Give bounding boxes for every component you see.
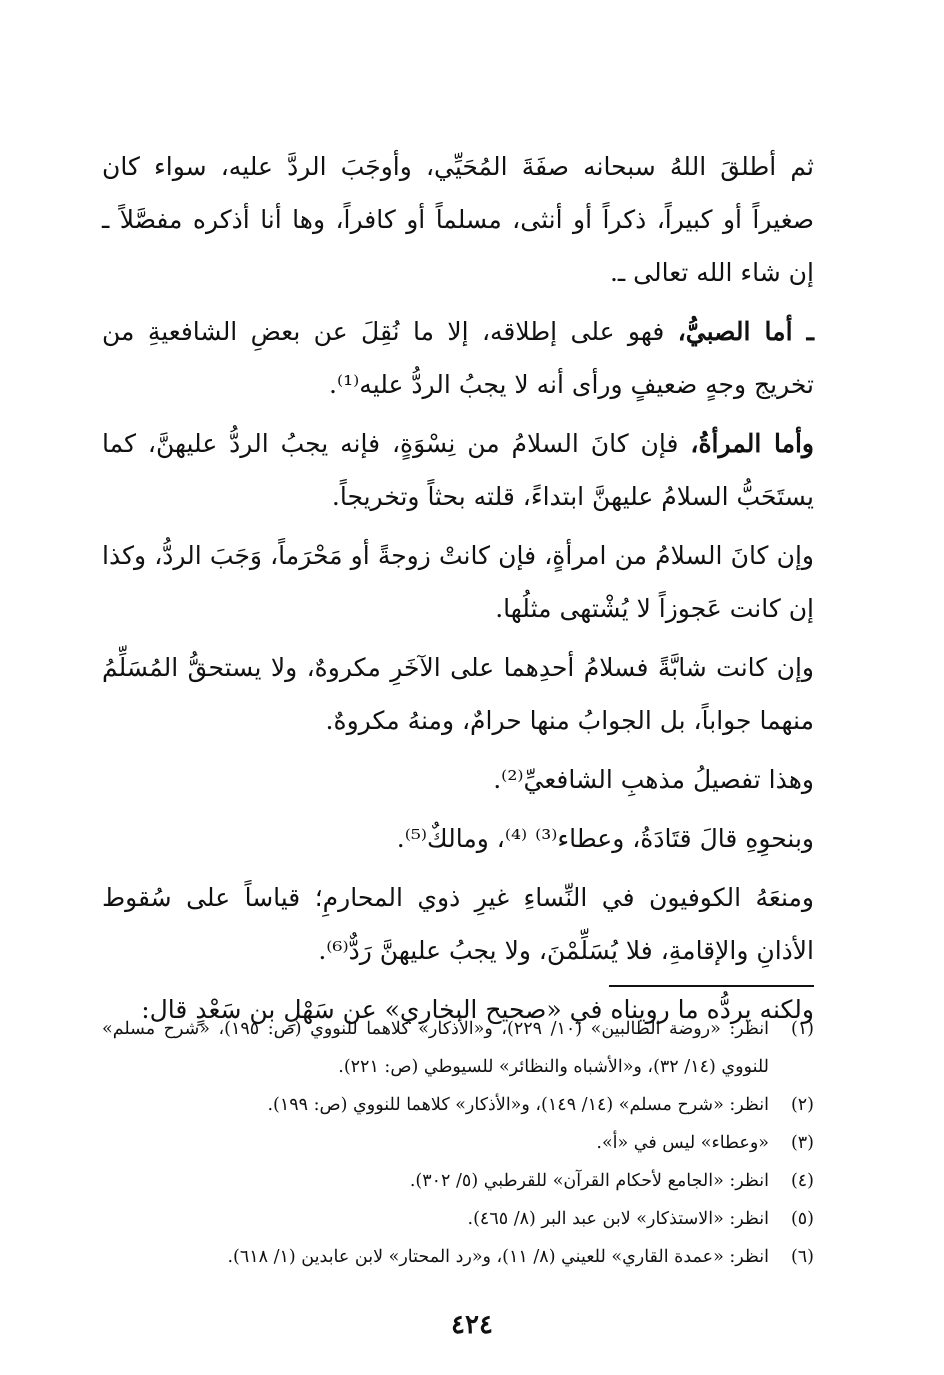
paragraph-5: وإن كانت شابَّةً فسلامُ أحدِهما على الآخَرِ مكروهٌ، ولا يستحقُّ المُسَلِّمُ منهما جواباً، بل الجوابُ منها حرامٌ، ومنهُ مكروهٌ.: [102, 653, 814, 735]
paragraph-2: [102, 305, 814, 411]
footnote-number: (١): [790, 1019, 814, 1039]
footnote-item: [102, 1010, 814, 1086]
footnote-item: [102, 1200, 814, 1238]
paragraph-3-lead: وأما المرأةُ،: [690, 429, 814, 458]
footnote-number: (٢): [790, 1095, 814, 1115]
page-number: ٤٢٤: [451, 1310, 493, 1340]
footnote-item: [102, 1124, 814, 1162]
footnote-number: (٦): [790, 1247, 814, 1267]
footnote-number: (٥): [790, 1209, 814, 1229]
footnote-divider: [609, 985, 814, 987]
paragraph-3-text: فإن كانَ السلامُ من نِسْوَةٍ، فإنه يجبُ الردُّ عليهنَّ، كما يستَحَبُّ السلامُ عليهنَّ ابتداءً، قلته بحثاً وتخريجاً.: [102, 429, 814, 511]
footnotes: [102, 1010, 814, 1276]
paragraph-4: وإن كانَ السلامُ من امرأةٍ، فإن كانتْ زوجةً أو مَحْرَماً، وَجَبَ الردُّ، وكذا إن كانت عَجوزاً لا يُشْتهى مثلُها.: [102, 541, 814, 623]
footnote-text: انظر: «شرح مسلم» (١٤/ ١٤٩)، و«الأذكار» كلاهما للنووي (ص: ١٩٩).: [267, 1095, 769, 1115]
footnote-text: انظر: «الجامع لأحكام القرآن» للقرطبي (٥/ ٣٠٢).: [409, 1171, 769, 1191]
paragraph-2-text: فهو على إطلاقه، إلا ما نُقِلَ عن بعضِ الشافعيةِ من تخريج وجهٍ ضعيفٍ ورأى أنه لا يجبُ الردُّ عليه⁽¹⁾.: [102, 317, 814, 399]
paragraph-9: ولكنه يردُّه ما رويناه في «صحيح البخاري» عن سَهْلِ بن سَعْدٍ قال:: [141, 995, 814, 1024]
footnote-number: (٣): [790, 1133, 814, 1153]
main-text: [102, 140, 814, 1042]
footnote-number: (٤): [790, 1171, 814, 1191]
footnote-text: «وعطاء» ليس في «أ».: [596, 1133, 769, 1153]
paragraph-3: [102, 417, 814, 523]
paragraph-6: وهذا تفصيلُ مذهبِ الشافعيِّ⁽²⁾.: [493, 765, 814, 794]
footnote-text: انظر: «عمدة القاري» للعيني (٨/ ١١)، و«رد المحتار» لابن عابدين (١/ ٦١٨).: [227, 1247, 769, 1267]
paragraph-8: ومنعَهُ الكوفيون في النِّساءِ غيرِ ذوي المحارمِ؛ قياساً على سُقوط الأذانِ والإقامةِ، فلا يُسَلِّمْنَ، ولا يجبُ عليهنَّ رَدٌّ⁽⁶⁾.: [102, 883, 814, 965]
paragraph-7: وبنحوِهِ قالَ قتَادَةُ، وعطاء⁽³⁾ ⁽⁴⁾، ومالكٌ⁽⁵⁾.: [396, 824, 814, 853]
footnote-item: [102, 1162, 814, 1200]
footnote-text: انظر: «روضة الطالبين» (١٠/ ٢٢٩)، و«الأذكار» كلاهما للنووي (ص: ١٩٥)، «شرح مسلم» للنووي (١٤/ ٣٢)، و«الأشباه والنظائر» للسيوطي (ص: ٢٢١).: [102, 1019, 769, 1077]
paragraph-2-lead: ـ أما الصبيُّ،: [677, 317, 814, 346]
footnote-item: [102, 1086, 814, 1124]
paragraph-1: ثم أطلقَ اللهُ سبحانه صفَةَ المُحَيِّي، وأوجَبَ الردَّ عليه، سواء كان صغيراً أو كبيراً، ذكراً أو أنثى، مسلماً أو كافراً، وها أنا أذكره مفصَّلاً ـ إن شاء الله تعالى ـ.: [102, 152, 815, 287]
footnote-item: [102, 1238, 814, 1276]
footnote-text: انظر: «الاستذكار» لابن عبد البر (٨/ ٤٦٥).: [467, 1209, 769, 1229]
